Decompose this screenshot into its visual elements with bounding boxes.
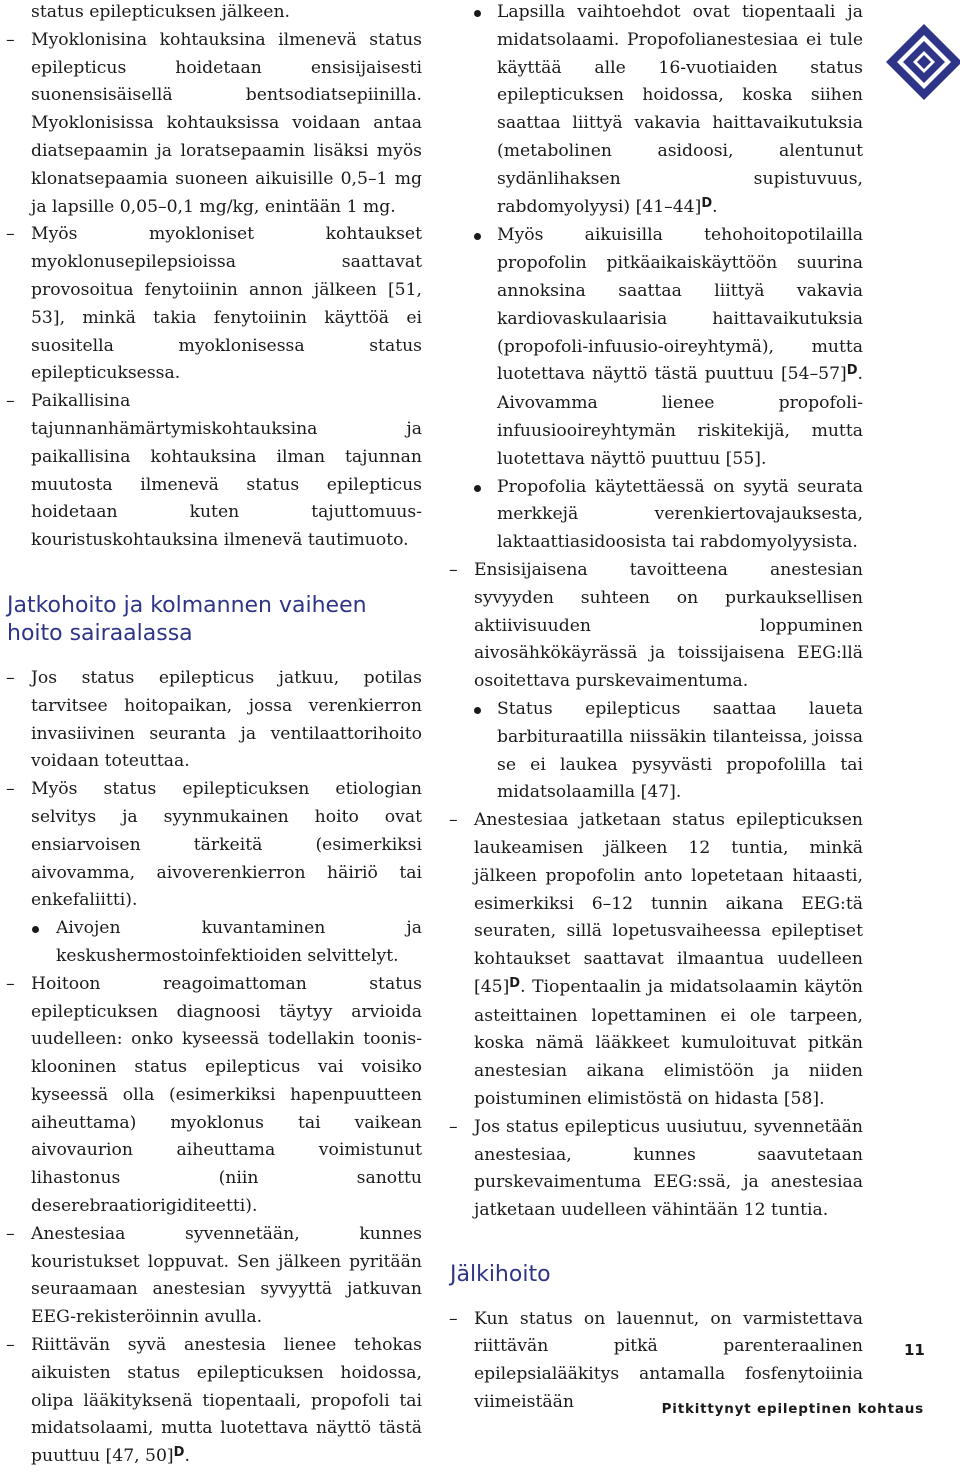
aftercare-paragraph: – Kun status on lauennut, on varmistettava riittävän pitkä parenteraalinen epilepsialääkitys antamalla fosfenytoiinia viimeistään — [443, 1306, 863, 1417]
left-column — [0, 0, 422, 1472]
evidence-grade: D — [701, 195, 713, 211]
evidence-grade: D — [846, 363, 858, 379]
imaging-bullet: Aivojen kuvantaminen ja keskushermostoinfektioiden selvittelyt. — [0, 915, 422, 971]
children-bullet — [443, 0, 863, 222]
focal-seizure-paragraph: – Paikallisina tajunnanhämärtymiskohtauksina ja paikallisina kohtauksina ilman tajunnan muutosta ilmenevä status epilepticus hoidetaan kuten tajuttomuus-kouristuskohtauksina ilmenevä tautimuoto. — [0, 388, 422, 555]
evidence-grade: D — [173, 1445, 185, 1461]
adults-propofol-text: Myös aikuisilla tehohoitopotilailla propofolin pitkäaikaiskäyttöön suurina annoksina saattaa liittyä vakavia kardiovaskulaarisia haittavaikutuksia (propofoli-infuusio-oireyhtymä), mutta luotettava näyttö tästä puuttuu [54–57] — [497, 225, 863, 385]
anesthesia-continue-text: Anestesiaa jatketaan status epilepticuksen laukeamisen jälkeen 12 tuntia, minkä jälkeen propofolin anto lopetetaan hitaasti, esimerkiksi 6–12 tunnin aikana EEG:tä seuraten, sillä lopetusvaiheessa epileptiset kohtaukset saattavat ilmaantua uudelleen [45] — [474, 810, 863, 997]
section-heading-continued-care: Jatkohoito ja kolmannen vaiheen hoito sairaalassa — [7, 592, 367, 647]
deep-anesthesia-paragraph — [0, 1332, 422, 1472]
evidence-grade: D — [509, 975, 521, 991]
sentence-end: . — [712, 196, 718, 217]
anesthesia-deepen-paragraph: – Anestesiaa syvennetään, kunnes kouristukset loppuvat. Sen jälkeen pyritään seuraamaan anestesian syvyyttä jatkuvan EEG-rekisteröinnin avulla. — [0, 1221, 422, 1332]
propofol-monitoring-bullet: Propofolia käytettäessä on syytä seurata merkkejä verenkiertovajauksesta, laktaattiasidoosista tai rabdomyolyysista. — [443, 474, 863, 557]
sentence-end: . — [184, 1446, 190, 1467]
anesthesia-continue-paragraph — [443, 807, 863, 1114]
recurrence-paragraph: – Jos status epilepticus uusiutuu, syvennetään anestesiaa, kunnes saavutetaan purskevaimentuma EEG:ssä, ja anestesiaa jatketaan uudelleen vähintään 12 tuntia. — [443, 1114, 863, 1225]
adults-propofol-text-end: . Aivovamma lienee propofoli-infuusiooireyhtymän riskitekijä, mutta luotettava näyttö puuttuu [55]. — [497, 364, 863, 469]
icu-paragraph: – Jos status epilepticus jatkuu, potilas tarvitsee hoitopaikan, jossa verenkierron invasiivinen seuranta ja ventilaattorihoito voidaan toteuttaa. — [0, 665, 422, 776]
deep-anesthesia-text: Riittävän syvä anestesia lienee tehokas aikuisten status epilepticuksen hoidossa, olipa lääkityksenä tiopentaali, propofoli tai midatsolaami, mutta luotettava näyttö tästä puuttuu [47, 50] — [31, 1335, 422, 1467]
phenytoin-paragraph: – Myös myokloniset kohtaukset myoklonusepilepsioissa saattavat provosoitua fenytoiinin annon jälkeen [51, 53], minkä takia fenytoiinin käyttöä ei suositella myoklonisessa status epilepticuksessa. — [0, 221, 422, 388]
anesthesia-continue-text-end: . Tiopentaalin ja midatsolaamin käytön asteittainen lopettaminen ei ole tarpeen, koska nämä lääkkeet kumuloituvat pitkän anestesian aikana elimistöön ja niiden poistuminen elimistöstä on hidasta [58]. — [474, 976, 863, 1110]
paragraph-continuation: status epilepticuksen jälkeen. — [31, 2, 290, 22]
footer-publication-title: Pitkittynyt epileptinen kohtaus — [661, 1401, 924, 1417]
myoclonic-paragraph: – Myoklonisina kohtauksina ilmenevä status epilepticus hoidetaan ensisijaisesti suonensisäisellä bentsodiatsepiinilla. Myoklonisissa kohtauksissa voidaan antaa diatsepaamin ja loratsepaamin lisäksi myös klonatsepaamia suoneen aikuisille 0,5–1 mg ja lapsille 0,05–0,1 mg/kg, enintään 1 mg. — [0, 27, 422, 222]
page-number: 11 — [904, 1341, 925, 1359]
diamond-logo-icon — [884, 22, 960, 102]
barbiturate-bullet: Status epilepticus saattaa laueta barbituraatilla niissäkin tilanteissa, joissa se ei laukea pysyvästi propofolilla tai midatsolaamilla [47]. — [443, 696, 863, 807]
etiology-paragraph: – Myös status epilepticuksen etiologian selvitys ja syynmukainen hoito ovat ensiarvoisen tärkeitä (esimerkiksi aivovamma, aivoverenkierron häiriö tai enkefaliitti). — [0, 776, 422, 915]
adults-propofol-bullet — [443, 222, 863, 473]
right-column — [443, 0, 863, 1417]
anesthesia-goal-paragraph: – Ensisijaisena tavoitteena anestesian syvyyden suhteen on purkauksellisen aktiivisuuden loppuminen aivosähkökäyrässä ja toissijaisena EEG:llä osoitettava purskevaimentuma. — [443, 557, 863, 696]
diagnosis-paragraph: – Hoitoon reagoimattoman status epilepticuksen diagnoosi täytyy arvioida uudelleen: onko kyseessä todellakin toonis-klooninen status epilepticus vai voisiko kyseessä olla (esimerkiksi hapenpuutteen aiheuttama) myoklonus tai vaikean aivovaurion aiheuttama voimistunut lihastonus (niin sanottu deserebraatiorigiditeetti). — [0, 971, 422, 1221]
children-bullet-text: Lapsilla vaihtoehdot ovat tiopentaali ja midatsolaami. Propofolianestesiaa ei tule käyttää alle 16-vuotiaiden status epilepticuksen hoidossa, koska siihen saattaa liittyä vakavia haittavaikutuksia (metabolinen asidoosi, alentunut sydänlihaksen supistuvuus, rabdomyolyysi) [41–44] — [497, 2, 863, 217]
section-heading-aftercare: Jälkihoito — [450, 1262, 551, 1288]
